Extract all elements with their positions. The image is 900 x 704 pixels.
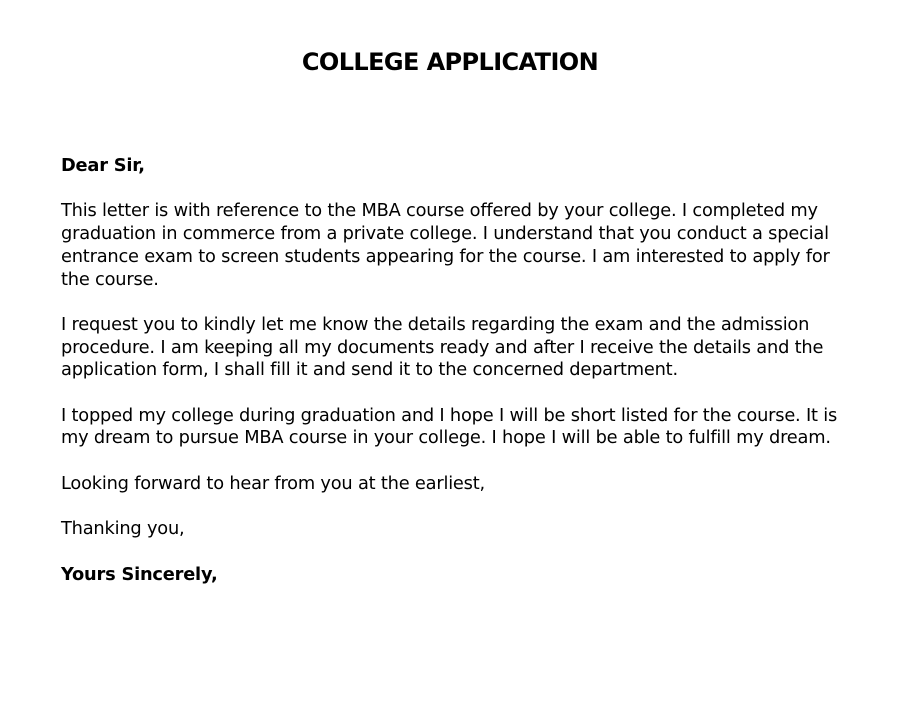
closing-line: Looking forward to hear from you at the earliest, [61, 472, 485, 494]
paragraph-1: This letter is with reference to the MBA course offered by your college. I completed my graduation in commerce from a private college. I understand that you conduct a special entrance exam to screen students appearing for the course. I am interested to apply for the course. [61, 200, 830, 290]
sign-off: Yours Sincerely, [61, 563, 218, 585]
salutation: Dear Sir, [61, 155, 145, 176]
letter-title: COLLEGE APPLICATION [301, 48, 599, 76]
paragraph-2: I request you to kindly let me know the details regarding the exam and the admission procedure. I am keeping all my documents ready and after I receive the details and the application form, I shall fill it and send it to the concerned department. [61, 313, 824, 381]
thanks-line: Thanking you, [61, 518, 185, 540]
letter-body [61, 155, 851, 609]
paragraph-3: I topped my college during graduation and I hope I will be short listed for the course. It is my dream to pursue MBA course in your college. I hope I will be able to fulfill my dream. [61, 404, 838, 449]
